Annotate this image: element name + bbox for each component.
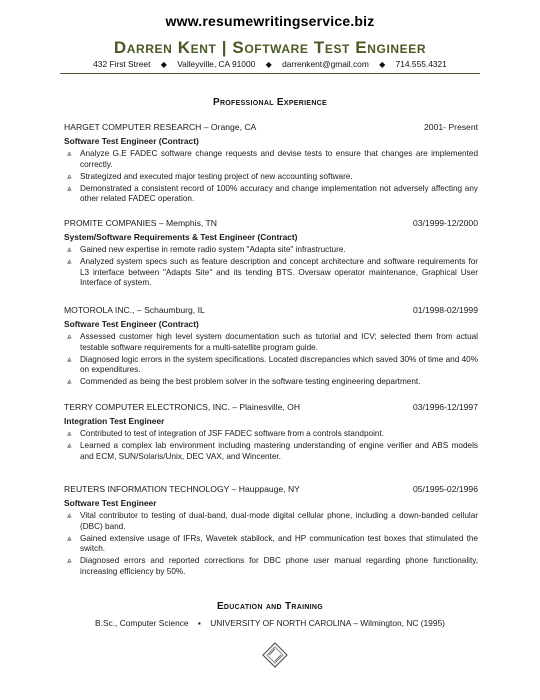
job-bullet-item bbox=[64, 556, 478, 577]
email[interactable]: darrenkent@gmail.com bbox=[282, 59, 369, 69]
job-entry bbox=[64, 484, 478, 579]
job-header bbox=[64, 218, 478, 230]
job-title: System/Software Requirements & Test Engineer (Contract) bbox=[64, 232, 298, 242]
bullet-arrow-icon: ⩓ bbox=[67, 354, 72, 364]
job-title: Software Test Engineer (Contract) bbox=[64, 136, 199, 146]
separator-diamond-icon: ◆ bbox=[265, 60, 272, 69]
candidate-name-title: Darren Kent | Software Test Engineer bbox=[113, 38, 427, 57]
job-bullets bbox=[64, 332, 478, 388]
city: Valleyville, CA 91000 bbox=[177, 59, 256, 69]
job-dates: 2001- Present bbox=[424, 122, 478, 132]
bullet-text: Assessed customer high level system documentation such as tutorial and ICV; selected them from actual testable software requirements for a multi-satellite program guide. bbox=[80, 332, 478, 352]
phone: 714.555.4321 bbox=[395, 59, 447, 69]
job-entry bbox=[64, 122, 478, 206]
job-bullet-item bbox=[64, 172, 478, 183]
bullet-arrow-icon: ⩓ bbox=[67, 556, 72, 565]
job-dates: 03/1996-12/1997 bbox=[413, 402, 478, 412]
bullet-arrow-icon: ⩓ bbox=[67, 429, 72, 438]
job-bullet-item bbox=[64, 429, 478, 440]
job-bullets bbox=[64, 511, 478, 577]
job-entry bbox=[64, 305, 478, 389]
job-dates: 05/1995-02/1996 bbox=[413, 484, 478, 494]
school: UNIVERSITY OF NORTH CAROLINA – Wilmington, NC (1995) bbox=[210, 618, 445, 628]
website-url[interactable]: www.resumewritingservice.biz bbox=[165, 13, 375, 29]
job-bullet-item bbox=[64, 245, 478, 256]
bullet-text: Strategized and executed major testing project of new accounting software. bbox=[80, 171, 353, 181]
job-header bbox=[64, 402, 478, 414]
job-dates: 01/1998-02/1999 bbox=[413, 305, 478, 315]
bullet-arrow-icon: ⩓ bbox=[67, 245, 72, 254]
job-bullet-item bbox=[64, 441, 478, 462]
job-company: HARGET COMPUTER RESEARCH – Orange, CA bbox=[64, 122, 257, 132]
job-header bbox=[64, 305, 478, 317]
bullet-text: Learned a complex lab environment including mastering understanding of engine verifier and ABS models and ECM, SUN/Solaris/Unix, DEC VAX, and Wincenter. bbox=[80, 441, 478, 461]
job-header bbox=[64, 122, 478, 134]
separator-square-icon: ▪ bbox=[197, 618, 201, 628]
bullet-arrow-icon: ⩓ bbox=[67, 332, 72, 341]
job-bullet-item bbox=[64, 511, 478, 532]
bullet-text: Diagnosed errors and reported corrections for DBC phone user manual regarding phone functionality, increasing efficiency by 50%. bbox=[80, 556, 478, 576]
header-divider bbox=[60, 73, 480, 74]
education-entry bbox=[0, 618, 540, 628]
section-title-experience: Professional Experience bbox=[212, 97, 328, 108]
degree: B.Sc., Computer Science bbox=[95, 618, 189, 628]
bullet-arrow-icon: ⩓ bbox=[67, 183, 72, 193]
bullet-arrow-icon: ⩓ bbox=[67, 377, 72, 386]
bullet-text: Demonstrated a consistent record of 100% accuracy and change implementation not adversely affecting any other related FADEC operation. bbox=[80, 183, 478, 203]
bullet-arrow-icon: ⩓ bbox=[67, 511, 72, 520]
bullet-text: Commended as being the best problem solver in the software testing engineering department. bbox=[80, 377, 421, 386]
diamond-logo-icon bbox=[262, 642, 288, 668]
bullet-text: Analyzed system specs such as feature description and concept architecture and software requirements for L3 interface between "Adapts Site" and its tending BTS. Oversaw operator maintenance, Graphical User Interface of system. bbox=[80, 257, 478, 287]
job-dates: 03/1999-12/2000 bbox=[413, 218, 478, 228]
separator-diamond-icon: ◆ bbox=[160, 60, 167, 69]
job-company: TERRY COMPUTER ELECTRONICS, INC. – Plainesville, OH bbox=[64, 402, 301, 412]
job-bullets bbox=[64, 149, 478, 205]
job-bullet-item bbox=[64, 257, 478, 289]
job-entry bbox=[64, 218, 478, 290]
job-bullet-item bbox=[64, 355, 478, 376]
bullet-arrow-icon: ⩓ bbox=[67, 171, 72, 181]
separator-diamond-icon: ◆ bbox=[379, 60, 386, 69]
bullet-text: Gained extensive usage of IFRs, Wavetek stabilock, and HP communication test boxes that stimulated the switch. bbox=[80, 533, 478, 553]
job-entry bbox=[64, 402, 478, 464]
section-title-education: Education and Training bbox=[216, 601, 324, 612]
job-bullet-item bbox=[64, 149, 478, 170]
job-company: REUTERS INFORMATION TECHNOLOGY – Hauppauge, NY bbox=[64, 484, 300, 494]
bullet-arrow-icon: ⩓ bbox=[67, 149, 72, 158]
job-bullet-item bbox=[64, 377, 478, 388]
bullet-arrow-icon: ⩓ bbox=[67, 533, 72, 543]
bullet-text: Contributed to test of integration of JSF FADEC software from a controls standpoint. bbox=[80, 429, 384, 438]
job-bullets bbox=[64, 245, 478, 289]
address: 432 First Street bbox=[93, 59, 151, 69]
bullet-text: Diagnosed logic errors in the system specifications. Located discrepancies which saved 30% of time and 40% on expenditures. bbox=[80, 354, 478, 374]
job-company: PROMITE COMPANIES – Memphis, TN bbox=[64, 218, 217, 228]
job-title: Software Test Engineer bbox=[64, 498, 157, 508]
job-bullet-item bbox=[64, 332, 478, 353]
job-bullet-item bbox=[64, 534, 478, 555]
job-title: Software Test Engineer (Contract) bbox=[64, 319, 199, 329]
job-title: Integration Test Engineer bbox=[64, 416, 165, 426]
contact-line bbox=[0, 59, 540, 69]
job-bullets bbox=[64, 429, 478, 462]
bullet-arrow-icon: ⩓ bbox=[67, 441, 72, 450]
bullet-text: Gained new expertise in remote radio system "Adapta site" infrastructure. bbox=[80, 245, 346, 254]
bullet-text: Analyze G.E FADEC software change requests and devise tests to ensure that changes are implemented correctly. bbox=[80, 149, 478, 169]
job-company: MOTOROLA INC., – Schaumburg, IL bbox=[64, 305, 205, 315]
job-header bbox=[64, 484, 478, 496]
bullet-arrow-icon: ⩓ bbox=[67, 257, 72, 266]
bullet-text: Vital contributor to testing of dual-band, dual-mode digital cellular phone, including a down-banded cellular (DBC) band. bbox=[80, 511, 478, 531]
job-bullet-item bbox=[64, 184, 478, 205]
